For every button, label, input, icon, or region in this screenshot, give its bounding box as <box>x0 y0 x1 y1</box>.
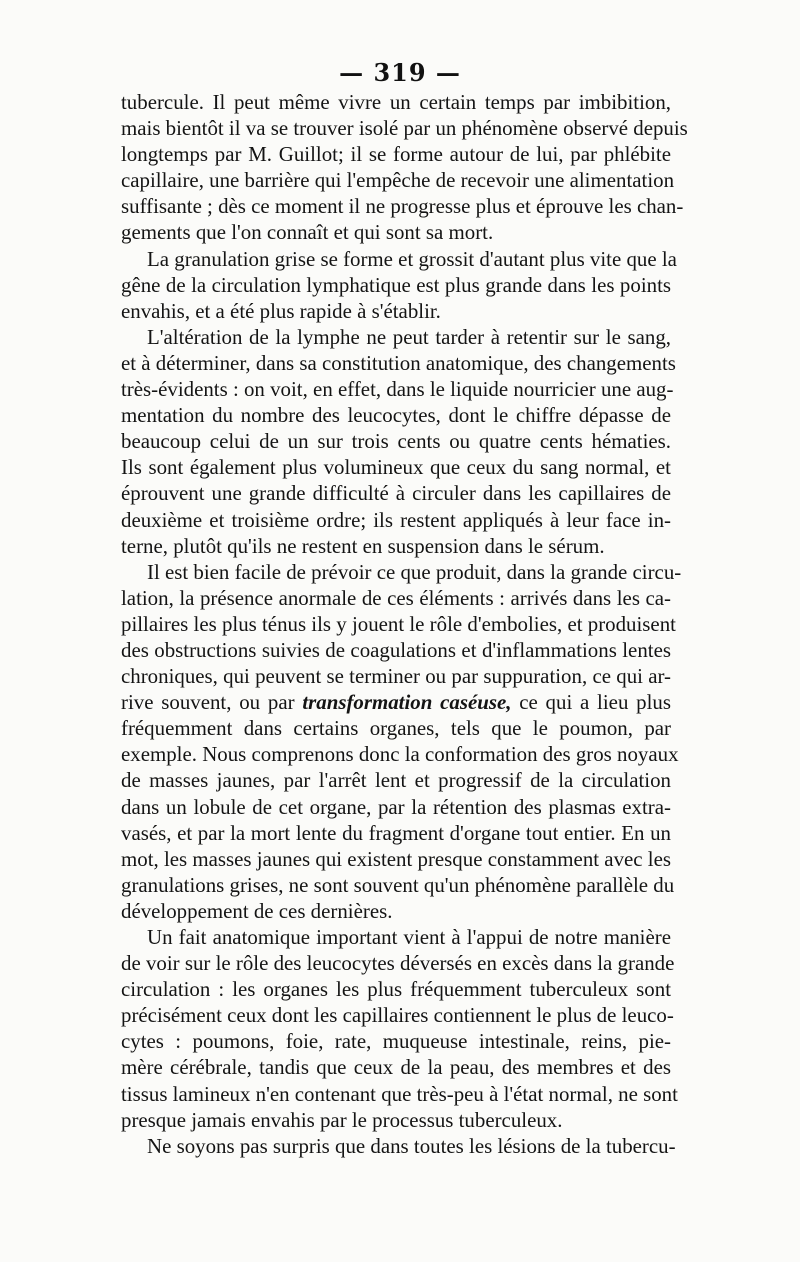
text-line: développement de ces dernières. <box>121 898 393 923</box>
text-line: des obstructions suivies de coagulations et d'inflammations lentes <box>121 637 671 662</box>
text-line: L'altération de la lymphe ne peut tarder à retentir sur le sang, <box>147 324 671 349</box>
text-line: exemple. Nous comprenons donc la conformation des gros noyaux <box>121 742 679 767</box>
text-line: précisément ceux dont les capillaires contiennent le plus de leuco- <box>121 1003 674 1028</box>
text-line: Ils sont également plus volumineux que ceux du sang normal, et <box>121 455 671 480</box>
text-line: terne, plutôt qu'ils ne restent en suspension dans le sérum. <box>121 533 605 558</box>
text-line: très-évidents : on voit, en effet, dans le liquide nourricier une aug- <box>121 377 674 402</box>
text-line: et à déterminer, dans sa constitution anatomique, des changements <box>121 350 676 375</box>
text-line: La granulation grise se forme et grossit d'autant plus vite que la <box>147 246 677 271</box>
italic-term: transformation caséuse, <box>302 690 512 715</box>
text-line: de voir sur le rôle des leucocytes déversés en excès dans la grande <box>121 951 675 976</box>
text-line: Il est bien facile de prévoir ce que produit, dans la grande circu- <box>147 559 682 584</box>
text-line: Un fait anatomique important vient à l'appui de notre manière <box>147 925 671 949</box>
text-line: suffisante ; dès ce moment il ne progresse plus et éprouve les chan- <box>121 194 684 219</box>
text-line: granulations grises, ne sont souvent qu'un phénomène parallèle du <box>121 872 675 897</box>
text-line: mentation du nombre des leucocytes, dont le chiffre dépasse de <box>121 403 671 428</box>
text-line: lation, la présence anormale de ces éléments : arrivés dans les ca- <box>121 585 671 610</box>
text-line: fréquemment dans certains organes, tels que le poumon, par <box>121 716 671 741</box>
text-segment: rive souvent, ou par <box>121 690 303 715</box>
text-line: chroniques, qui peuvent se terminer ou par suppuration, ce qui ar- <box>121 664 671 689</box>
text-line: presque jamais envahis par le processus tuberculeux. <box>121 1107 563 1132</box>
text-line: circulation : les organes les plus fréquemment tuberculeux sont <box>121 977 671 1002</box>
page-number: — 319 — <box>339 58 461 87</box>
text-line: deuxième et troisième ordre; ils restent appliqués à leur face in- <box>121 507 671 532</box>
text-line: dans un lobule de cet organe, par la rétention des plasmas extra- <box>121 794 671 819</box>
text-line: tissus lamineux n'en contenant que très-peu à l'état normal, ne sont <box>121 1081 678 1106</box>
text-line: Ne soyons pas surpris que dans toutes les lésions de la tubercu- <box>147 1133 676 1158</box>
text-line: pillaires les plus ténus ils y jouent le rôle d'embolies, et produisent <box>121 611 676 636</box>
text-line: vasés, et par la mort lente du fragment d'organe tout entier. En un <box>121 820 671 845</box>
text-line: gêne de la circulation lymphatique est plus grande dans les points <box>121 272 671 297</box>
text-line <box>121 689 671 715</box>
text-line: tubercule. Il peut même vivre un certain temps par imbibition, <box>121 90 671 114</box>
text-line: longtemps par M. Guillot; il se forme autour de lui, par phlébite <box>121 142 671 167</box>
text-line: mot, les masses jaunes qui existent presque constamment avec les <box>121 846 671 871</box>
text-line: mère cérébrale, tandis que ceux de la peau, des membres et des <box>121 1055 671 1080</box>
text-segment: ce qui a lieu plus <box>511 690 671 715</box>
text-line: éprouvent une grande difficulté à circuler dans les capillaires de <box>121 481 671 506</box>
text-line: mais bientôt il va se trouver isolé par un phénomène observé depuis <box>121 116 688 141</box>
text-line: gements que l'on connaît et qui sont sa mort. <box>121 220 494 245</box>
text-line: envahis, et a été plus rapide à s'établir. <box>121 298 441 323</box>
body-text <box>121 89 688 1159</box>
text-line: beaucoup celui de un sur trois cents ou quatre cents hématies. <box>121 429 671 454</box>
text-line: de masses jaunes, par l'arrêt lent et progressif de la circulation <box>121 768 671 793</box>
text-line: cytes : poumons, foie, rate, muqueuse intestinale, reins, pie- <box>121 1029 671 1054</box>
text-line: capillaire, une barrière qui l'empêche de recevoir une alimentation <box>121 168 675 193</box>
